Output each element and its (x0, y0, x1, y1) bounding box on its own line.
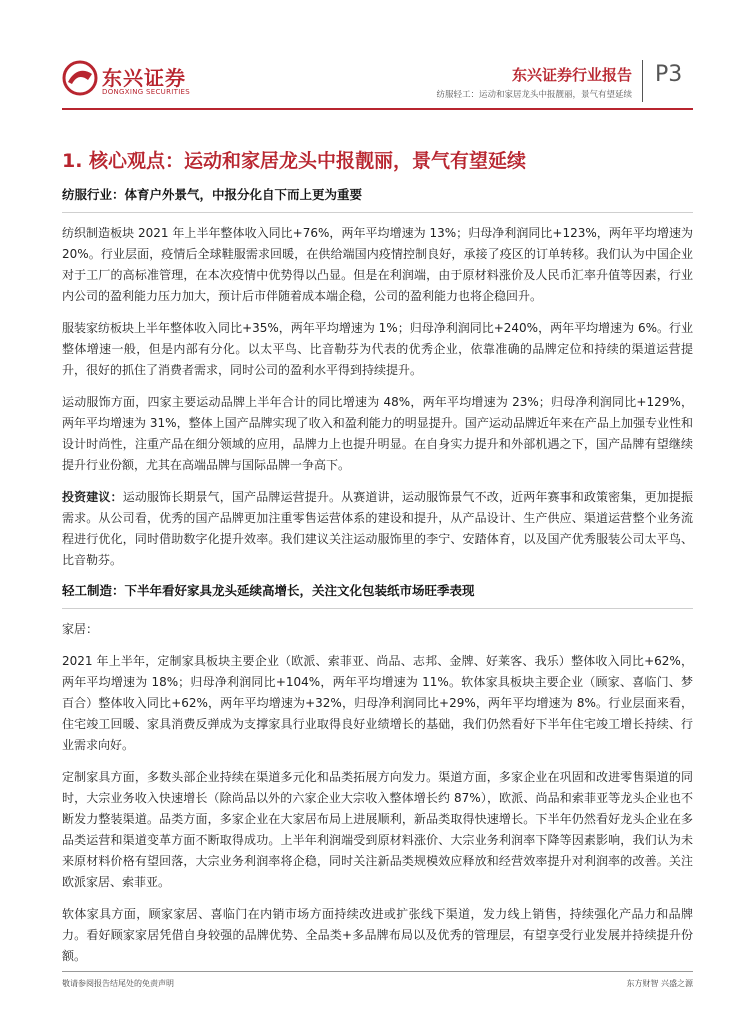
investment-advice-text: 运动服饰长期景气，国产品牌运营提升。从赛道讲，运动服饰景气不改，近两年赛事和政策密集，更加提振需求。从公司看，优秀的国产品牌更加注重零售运营体系的建设和提升，从产品设计、生产供应、渠道运营整个业务流程进行优化，同时借助数字化提升效率。我们建议关注运动服饰里的李宁、安踏体育，以及国产优秀服装公司太平鸟、比音勒芬。 (62, 490, 693, 567)
report-type: 东兴证券行业报告 (511, 66, 632, 84)
investment-advice-label: 投资建议： (62, 490, 123, 504)
light-industry-heading: 轻工制造：下半年看好家具龙头延续高增长，关注文化包装纸市场旺季表现 (62, 583, 475, 598)
home-label: 家居： (62, 622, 99, 636)
footer-slogan: 东方财智 兴盛之源 (626, 979, 693, 988)
footer-disclaimer: 敬请参阅报告结尾处的免责声明 (62, 979, 174, 988)
header-rule (62, 108, 693, 110)
light-paragraph-2: 定制家具方面，多数头部企业持续在渠道多元化和品类拓展方向发力。渠道方面，多家企业在巩固和改进零售渠道的同时，大宗业务收入快速增长（除尚品以外的六家企业大宗收入整体增长约 87%），欧派、尚品和索菲亚等龙头企业也不断发力整装渠道。品类方面，多家企业在大家居布局上进展顺利，新品类取得快速增长。下半年仍然看好龙头企业在多品类运营和渠道变革方面不断取得成功。上半年利润端受到原材料涨价、大宗业务利润率下降等因素影响，我们认为未来原材料价格有望回落，大宗业务利润率将企稳，同时关注新品类规模效应释放和经营效率提升对利润率的改善。关注欧派家居、索菲亚。 (62, 770, 693, 889)
main-content (62, 186, 693, 978)
logo-icon (62, 60, 98, 96)
logo-text-cn: 东兴证券 (102, 66, 186, 90)
company-logo (62, 60, 192, 104)
light-paragraph-3: 软体家具方面，顾家家居、喜临门在内销市场方面持续改进或扩张线下渠道，发力线上销售，持续强化产品力和品牌力。看好顾家家居凭借自身较强的品牌优势、全品类+多品牌布局以及优秀的管理层，有望享受行业发展并持续提升份额。 (62, 907, 693, 963)
footer-rule (62, 971, 693, 972)
textile-paragraph-1: 纺织制造板块 2021 年上半年整体收入同比+76%，两年平均增速为 13%；归母净利润同比+123%，两年平均增速为 20%。行业层面，疫情后全球鞋服需求回暖，在供给端国内疫情控制良好，承接了疫区的订单转移。我们认为中国企业对于工厂的高标准管理，在本次疫情中优势得以凸显。但是在利润端，由于原材料涨价及人民币汇率升值等因素，行业内公司的盈利能力压力加大，预计后市伴随着成本端企稳，公司的盈利能力也将企稳回升。 (62, 226, 693, 303)
textile-heading: 纺服行业：体育户外景气，中报分化自下而上更为重要 (62, 187, 363, 202)
section-title: 1. 核心观点：运动和家居龙头中报靓丽，景气有望延续 (62, 150, 527, 172)
page-header (0, 0, 755, 118)
heading-rule (62, 212, 693, 213)
textile-paragraph-3: 运动服饰方面，四家主要运动品牌上半年合计的同比增速为 48%，两年平均增速为 23%；归母净利润同比+129%，两年平均增速为 31%，整体上国产品牌实现了收入和盈利能力的明显提升。国产运动品牌近年来在产品上加强专业性和设计时尚性，注重产品在细分领域的应用，品牌力上也提升明显。在自身实力提升和外部机遇之下，国产品牌有望继续提升行业份额，尤其在高端品牌与国际品牌一争高下。 (62, 395, 693, 472)
investment-advice-paragraph (62, 487, 693, 571)
heading-rule (62, 608, 693, 609)
report-subtitle: 纺服轻工：运动和家居龙头中报靓丽，景气有望延续 (436, 90, 632, 100)
logo-text-en: DONGXING SECURITIES (102, 88, 191, 96)
page-number: P3 (655, 62, 683, 87)
light-paragraph-1: 2021 年上半年，定制家具板块主要企业（欧派、索菲亚、尚品、志邦、金牌、好莱客、我乐）整体收入同比+62%，两年平均增速为 18%；归母净利润同比+104%，两年平均增速为 11%。软体家具板块主要企业（顾家、喜临门、梦百合）整体收入同比+62%，两年平均增速为+32%，归母净利润同比+29%，两年平均增速为 8%。行业层面来看，住宅竣工回暖、家具消费反弹成为支撑家具行业取得良好业绩增长的基础，我们仍然看好下半年住宅竣工增长持续、行业需求向好。 (62, 654, 693, 752)
textile-paragraph-2: 服装家纺板块上半年整体收入同比+35%，两年平均增速为 1%；归母净利润同比+240%，两年平均增速为 6%。行业整体增速一般，但是内部有分化。以太平鸟、比音勒芬为代表的优秀企业，依靠准确的品牌定位和持续的渠道运营提升，很好的抓住了消费者需求，同时公司的盈利水平得到持续提升。 (62, 321, 693, 377)
header-divider (642, 60, 643, 102)
